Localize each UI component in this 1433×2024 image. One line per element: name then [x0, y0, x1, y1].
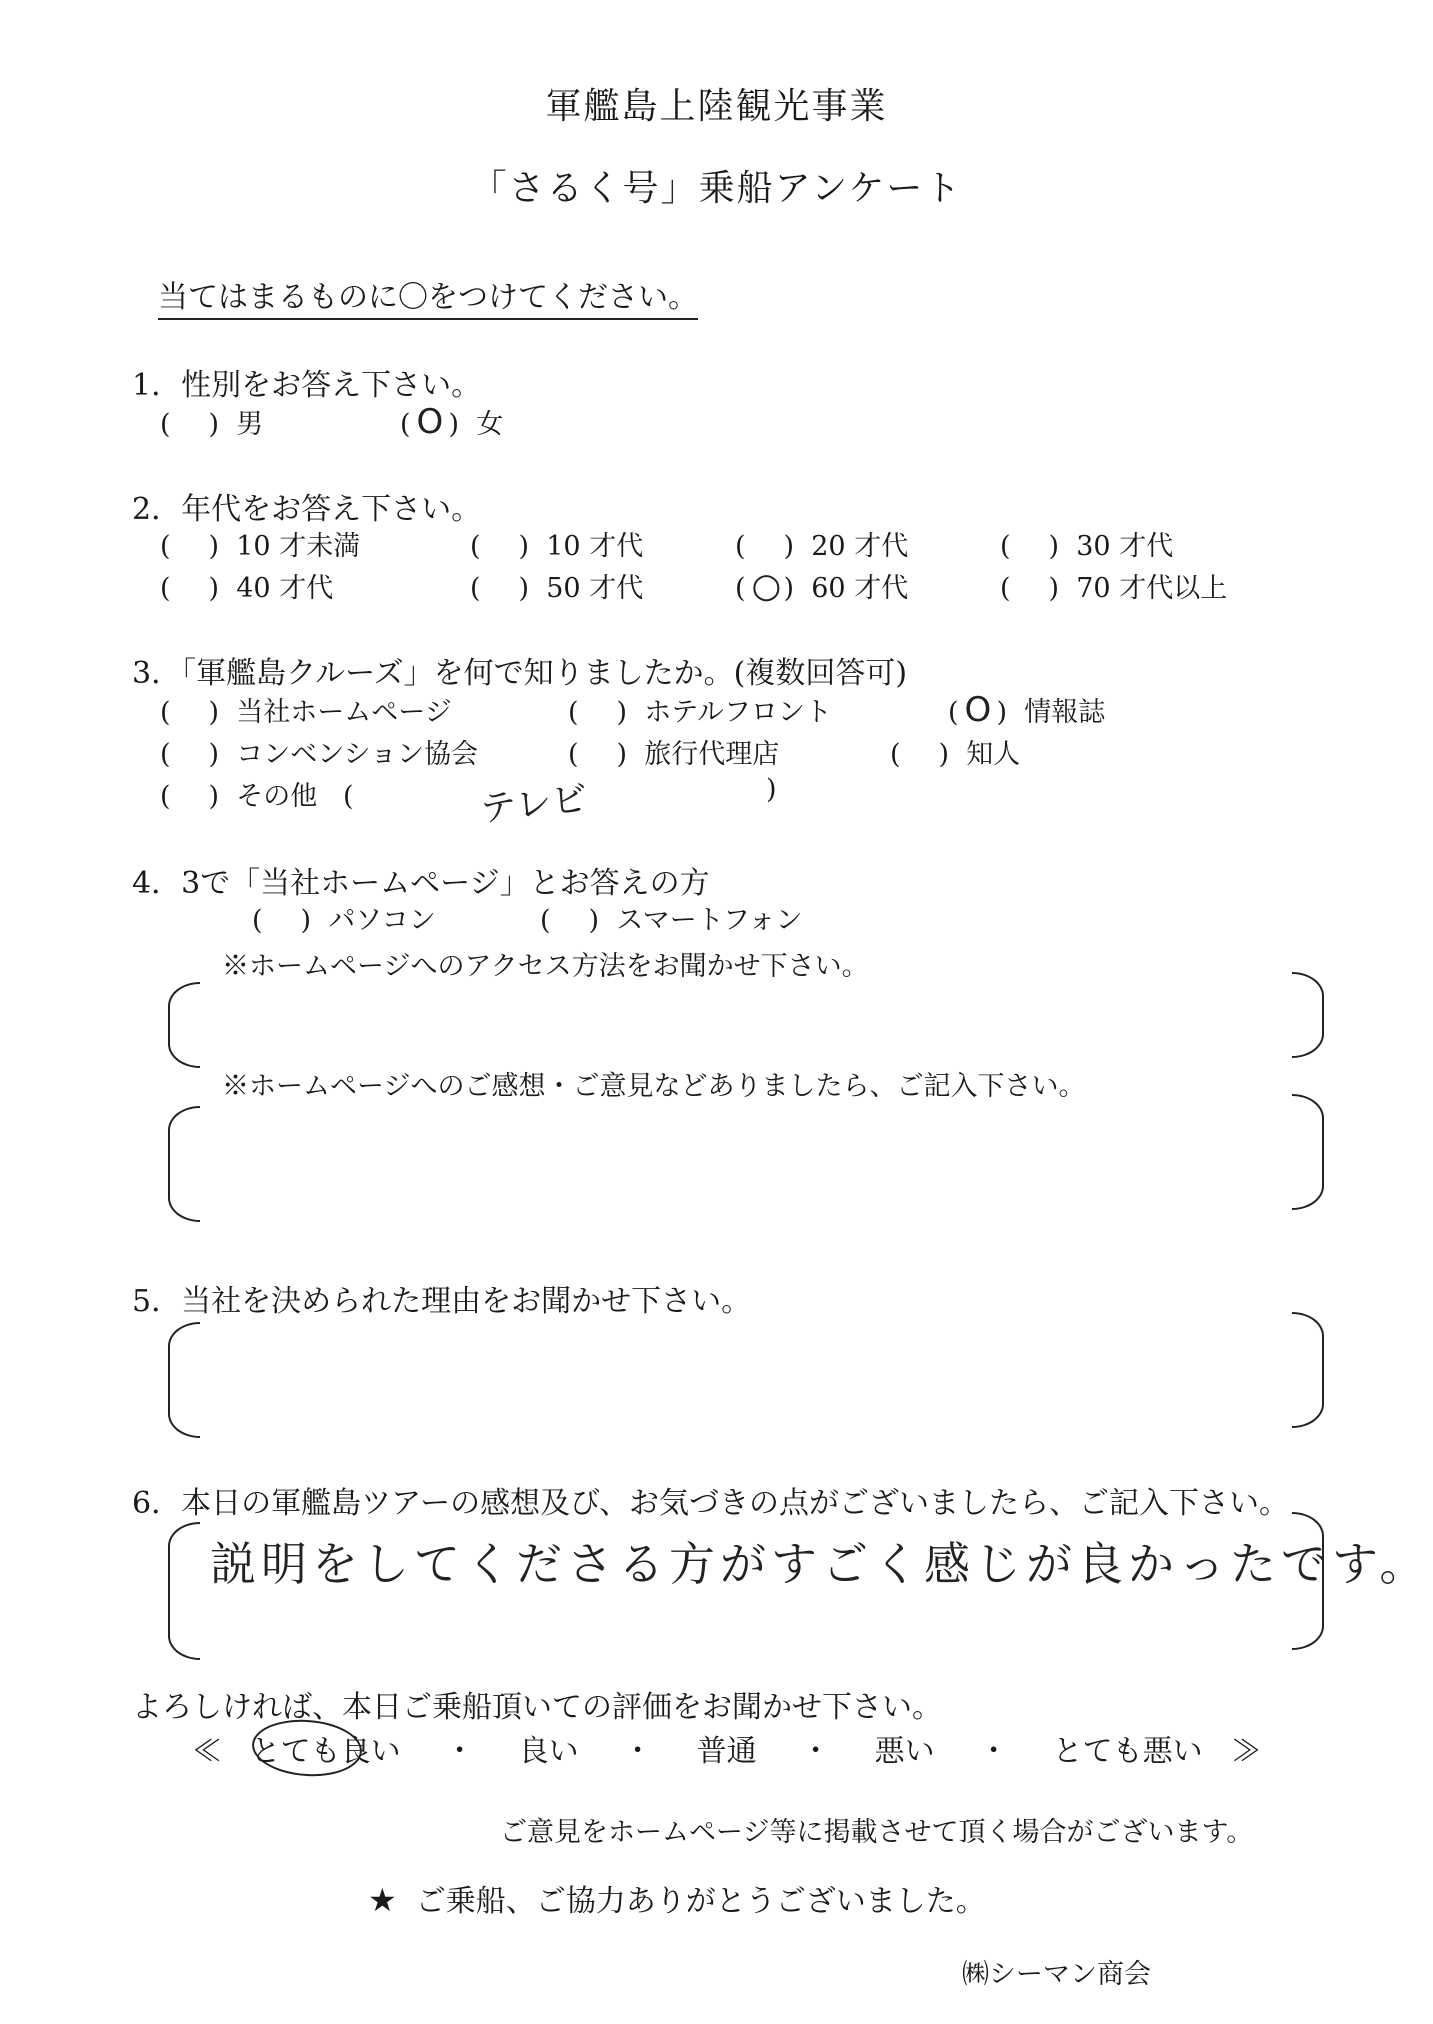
bracket-left — [168, 1322, 200, 1438]
option-mark: ○ — [751, 566, 782, 606]
rating-option-very-bad[interactable]: とても悪い — [1052, 1734, 1203, 1769]
paren-close: ) — [766, 774, 777, 805]
q2-option[interactable]: ( ) 10 才未満 — [160, 531, 361, 562]
company-name: ㈱シーマン商会 — [962, 1959, 1151, 1990]
q6-answer[interactable]: 説明をしてくださる方がすごく感じが良かったです。 — [210, 1537, 1431, 1591]
q3-option[interactable]: ( O ) 情報誌 — [948, 690, 1106, 730]
q6-question: 6．本日の軍艦島ツアーの感想及び、お気づきの点がございましたら、ご記入下さい。 — [132, 1486, 1289, 1521]
option-label: 男 — [236, 409, 264, 440]
publication-notice: ご意見をホームページ等に掲載させて頂く場合がございます。 — [500, 1817, 1254, 1848]
star-icon: ★ — [368, 1881, 397, 1919]
option-label: コンベンション協会 — [236, 739, 479, 770]
q3-option[interactable]: ( ) 当社ホームページ — [160, 697, 452, 728]
option-label: ホテルフロント — [644, 697, 832, 728]
q3-question: 3．「軍艦島クルーズ」を何で知りましたか。(複数回答可) — [132, 656, 908, 691]
option-label: 知人 — [966, 739, 1021, 770]
option-label: 10 才未満 — [236, 531, 361, 562]
option-label: 60 才代 — [811, 573, 909, 604]
option-label: 70 才代以上 — [1076, 573, 1228, 604]
thanks-line — [368, 1876, 986, 1920]
q4-access-prompt: ※ホームページへのアクセス方法をお聞かせ下さい。 — [222, 951, 869, 982]
option-label: 20 才代 — [811, 531, 909, 562]
option-label: 10 才代 — [546, 531, 644, 562]
q5-answer[interactable] — [210, 1345, 1270, 1405]
q3-other-answer[interactable]: テレビ — [478, 778, 590, 831]
rating-option-good[interactable]: 良い — [518, 1734, 579, 1769]
bracket-left — [168, 1106, 200, 1222]
title-sub: 「さるく号」乗船アンケート — [470, 168, 963, 209]
q2-option[interactable]: ( ○) 60 才代 — [735, 566, 909, 606]
q4-impression-prompt: ※ホームページへのご感想・ご意見などありましたら、ご記入下さい。 — [222, 1071, 1086, 1102]
rating-scale: ≪ とても良い ・ 良い ・ 普通 ・ 悪い ・ とても悪い ≫ — [192, 1734, 1262, 1769]
q2-option[interactable]: ( ) 70 才代以上 — [1000, 573, 1228, 604]
q4-impression-answer[interactable] — [210, 1130, 1270, 1190]
title-main: 軍艦島上陸観光事業 — [545, 86, 888, 127]
rating-close: ≫ — [1231, 1734, 1262, 1769]
bracket-left — [168, 1522, 200, 1660]
option-label: 旅行代理店 — [644, 739, 780, 770]
q1-question: 1．性別をお答え下さい。 — [132, 368, 482, 403]
q1-option-male[interactable]: ( ) 男 — [160, 409, 264, 440]
q3-option[interactable]: ( ) 知人 — [890, 739, 1021, 770]
rating-open: ≪ — [192, 1734, 222, 1769]
q2-option[interactable]: ( ) 20 才代 — [735, 531, 909, 562]
option-mark: O — [964, 690, 992, 730]
q3-option[interactable]: ( ) ホテルフロント — [568, 697, 832, 728]
option-label: 情報誌 — [1024, 697, 1106, 728]
option-label: スマートフォン — [616, 905, 803, 936]
q2-option[interactable]: ( ) 50 才代 — [470, 573, 644, 604]
option-label: 40 才代 — [236, 573, 334, 604]
rating-option-very-good[interactable]: とても良い — [250, 1734, 401, 1769]
q2-option[interactable]: ( ) 40 才代 — [160, 573, 334, 604]
q2-question: 2．年代をお答え下さい。 — [132, 492, 482, 527]
option-label: 30 才代 — [1076, 531, 1174, 562]
option-label: 50 才代 — [546, 573, 644, 604]
bracket-right — [1292, 1094, 1324, 1210]
q4-option[interactable]: ( ) スマートフォン — [540, 905, 803, 936]
option-mark: O — [416, 402, 444, 442]
q2-option[interactable]: ( ) 30 才代 — [1000, 531, 1174, 562]
q4-access-answer[interactable] — [210, 1000, 1270, 1050]
instruction: 当てはまるものに〇をつけてください。 — [158, 272, 698, 320]
bracket-right — [1292, 1312, 1324, 1428]
option-label: その他 — [236, 781, 318, 812]
q3-option[interactable]: ( ) コンベンション協会 — [160, 739, 479, 770]
q4-option[interactable]: ( ) パソコン — [252, 905, 436, 936]
q3-option-other[interactable]: ( ) その他 ( — [160, 781, 354, 812]
option-label: パソコン — [328, 905, 436, 936]
option-label: 女 — [476, 409, 504, 440]
q3-option[interactable]: ( ) 旅行代理店 — [568, 739, 780, 770]
rating-option-average[interactable]: 普通 — [696, 1734, 757, 1769]
bracket-left — [168, 982, 200, 1068]
q2-option[interactable]: ( ) 10 才代 — [470, 531, 644, 562]
option-label: 当社ホームページ — [236, 697, 452, 728]
rating-option-bad[interactable]: 悪い — [874, 1734, 935, 1769]
q1-option-female[interactable]: ( O ) 女 — [400, 402, 504, 442]
rating-prompt: よろしければ、本日ご乗船頂いての評価をお聞かせ下さい。 — [132, 1690, 942, 1725]
q4-question: 4．3で「当社ホームページ」とお答えの方 — [132, 866, 710, 901]
q5-question: 5．当社を決められた理由をお聞かせ下さい。 — [132, 1284, 752, 1319]
bracket-right — [1292, 972, 1324, 1058]
thanks-text: ご乗船、ご協力ありがとうございました。 — [415, 1884, 986, 1919]
